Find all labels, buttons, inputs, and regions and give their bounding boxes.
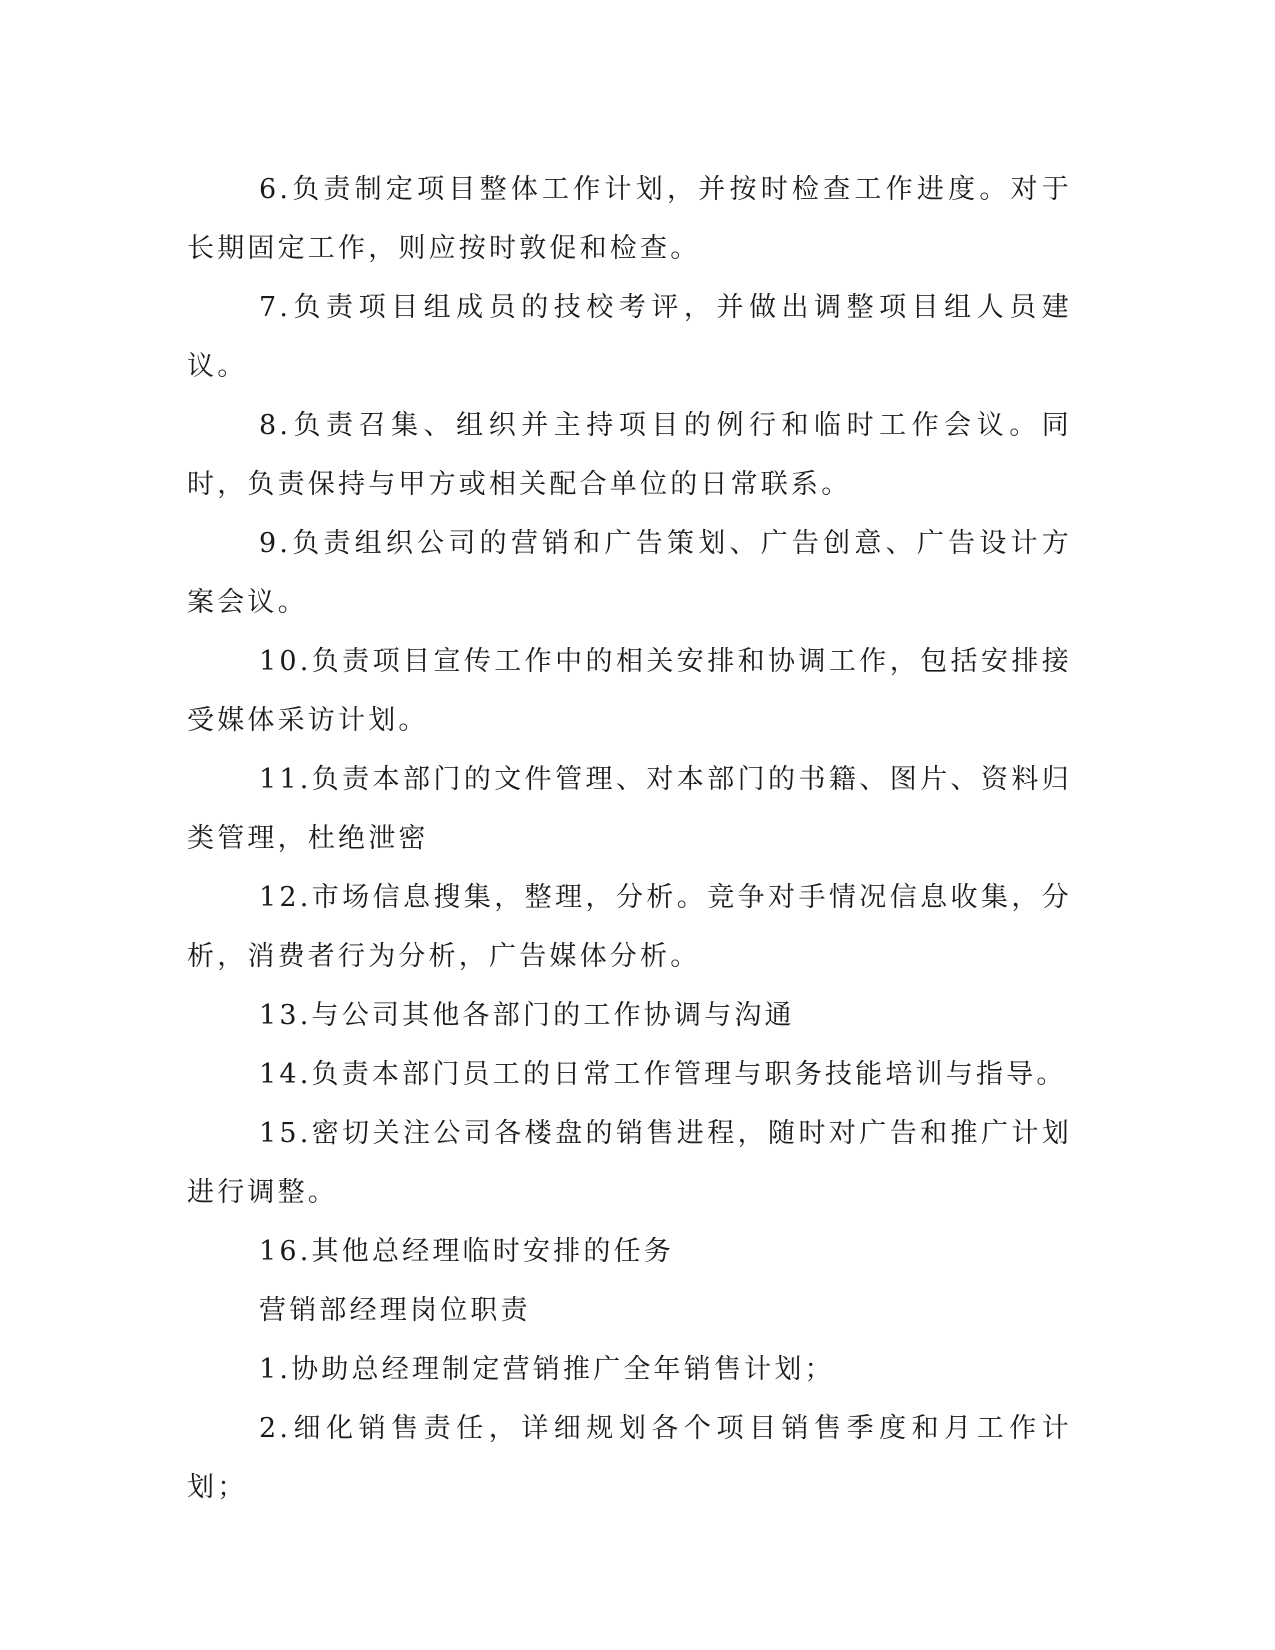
paragraph-item-2: 2.细化销售责任，详细规划各个项目销售季度和月工作计划； xyxy=(187,1413,1072,1503)
document-body xyxy=(187,160,1072,1517)
paragraph-item-15: 15.密切关注公司各楼盘的销售进程，随时对广告和推广计划进行调整。 xyxy=(187,1118,1072,1208)
paragraph-item-13: 13.与公司其他各部门的工作协调与沟通 xyxy=(259,1000,795,1031)
paragraph-item-11: 11.负责本部门的文件管理、对本部门的书籍、图片、资料归类管理，杜绝泄密 xyxy=(187,764,1072,854)
paragraph-item-14: 14.负责本部门员工的日常工作管理与职务技能培训与指导。 xyxy=(259,1059,1067,1090)
paragraph-item-7: 7.负责项目组成员的技校考评，并做出调整项目组人员建议。 xyxy=(187,292,1072,382)
paragraph-item-10: 10.负责项目宣传工作中的相关安排和协调工作，包括安排接受媒体采访计划。 xyxy=(187,646,1072,736)
paragraph-item-16: 16.其他总经理临时安排的任务 xyxy=(259,1236,674,1267)
paragraph-item-12: 12.市场信息搜集，整理，分析。竞争对手情况信息收集，分析，消费者行为分析，广告媒体分析。 xyxy=(187,882,1072,972)
paragraph-item-6: 6.负责制定项目整体工作计划，并按时检查工作进度。对于长期固定工作，则应按时敦促和检查。 xyxy=(187,174,1072,264)
paragraph-item-1: 1.协助总经理制定营销推广全年销售计划； xyxy=(259,1354,835,1385)
section-heading: 营销部经理岗位职责 xyxy=(259,1295,531,1326)
paragraph-item-9: 9.负责组织公司的营销和广告策划、广告创意、广告设计方案会议。 xyxy=(187,528,1072,618)
paragraph-item-8: 8.负责召集、组织并主持项目的例行和临时工作会议。同时，负责保持与甲方或相关配合单位的日常联系。 xyxy=(187,410,1072,500)
